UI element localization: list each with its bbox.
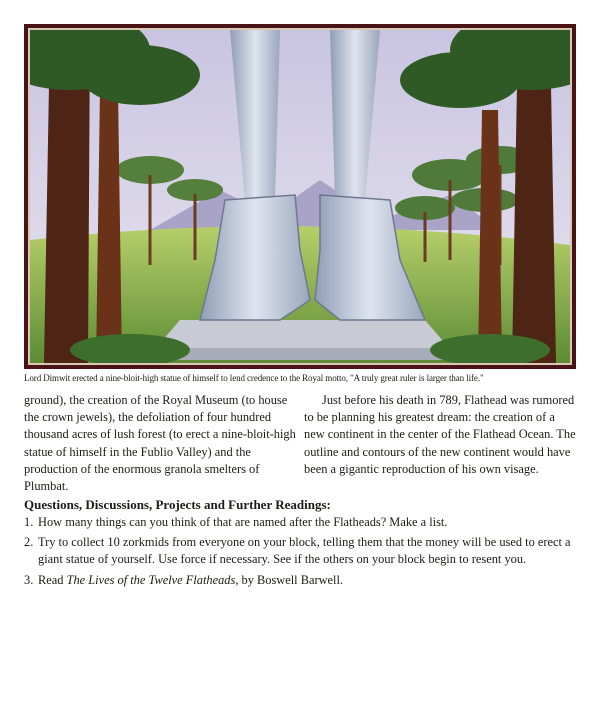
question-text-prefix: Read: [38, 572, 67, 587]
question-text: Try to collect 10 zorkmids from everyone on your block, telling them that the money will be used to erect a giant statue of yourself. Use force if necessary. See if the others on your block begin to resent you.: [38, 535, 571, 567]
body-column-left: [24, 392, 296, 495]
question-number: 1.: [24, 515, 34, 529]
statue-illustration: [24, 24, 576, 369]
illustration-caption: Lord Dimwit erected a nine-bloit-high statue of himself to lend credence to the Royal motto, "A truly great ruler is larger than life.": [24, 373, 484, 383]
questions-list: [24, 514, 576, 592]
body-column-right: [304, 392, 576, 478]
illustration-frame: [28, 28, 572, 365]
question-item: [24, 534, 576, 568]
questions-heading: Questions, Discussions, Projects and Further Readings:: [24, 497, 331, 512]
body-paragraph: Just before his death in 789, Flathead was rumored to be planning his greatest dream: the creation of a new continent in the center of the Flathead Ocean. The outline and contours of the new continent would have been a gigantic reproduction of his own visage.: [304, 393, 576, 476]
question-number: 2.: [24, 535, 34, 550]
question-text-suffix: , by Boswell Barwell.: [235, 572, 344, 587]
question-text: How many things can you think of that are named after the Flatheads? Make a list.: [38, 515, 448, 529]
book-title: The Lives of the Twelve Flatheads: [66, 572, 236, 587]
question-item: [24, 514, 576, 531]
body-paragraph: ground), the creation of the Royal Museum (to house the crown jewels), the defoliation of four hundred thousand acres of lush forest (to erect a nine-bloit-high statue of himself in the Fublio Valley) and the production of the enormous granola smelters of Plumbat.: [24, 393, 296, 494]
statue-feet-painting: [30, 30, 570, 363]
question-number: 3.: [24, 572, 34, 587]
question-item: [24, 572, 576, 589]
